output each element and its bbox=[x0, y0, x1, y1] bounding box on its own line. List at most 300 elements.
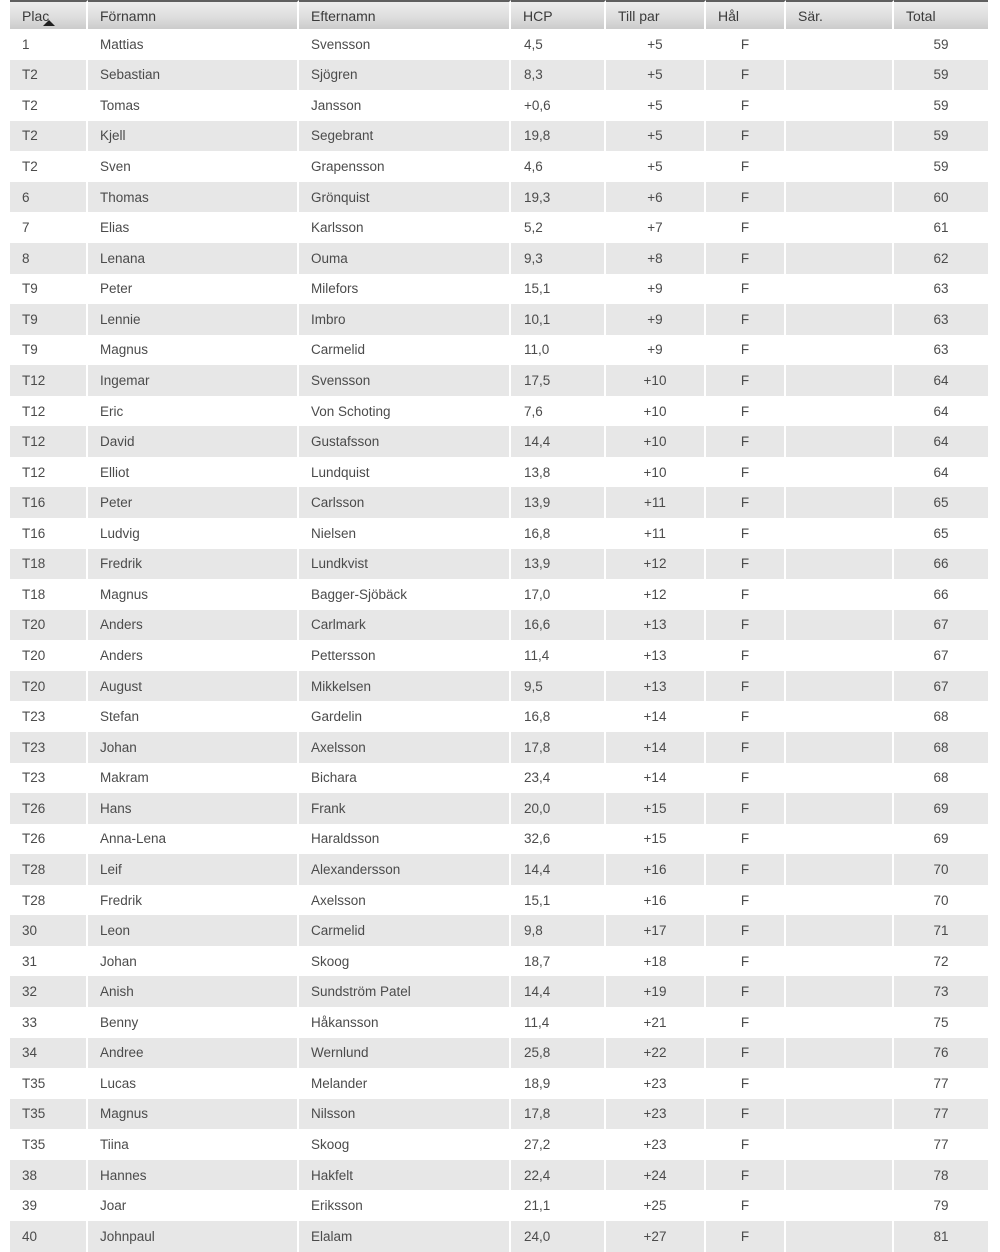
cell-sar bbox=[786, 671, 894, 702]
cell-hal: F bbox=[706, 1099, 786, 1130]
column-header-hal[interactable] bbox=[706, 0, 786, 29]
cell-plac: T20 bbox=[10, 610, 88, 641]
column-header-fornamn[interactable] bbox=[88, 0, 299, 29]
cell-sar bbox=[786, 1221, 894, 1252]
cell-hal: F bbox=[706, 518, 786, 549]
cell-total: 77 bbox=[933, 1137, 949, 1153]
cell-hcp: 16,8 bbox=[511, 701, 606, 732]
cell-hcp: 8,3 bbox=[511, 60, 606, 91]
table-row bbox=[10, 854, 988, 885]
cell-hcp: 9,8 bbox=[511, 915, 606, 946]
cell-fornamn: Eric bbox=[88, 396, 299, 427]
table-row bbox=[10, 335, 988, 366]
cell-sar bbox=[786, 29, 894, 60]
cell-fornamn: Fredrik bbox=[88, 885, 299, 916]
cell-hal: F bbox=[706, 763, 786, 794]
column-header-hcp[interactable] bbox=[511, 0, 606, 29]
cell-efternamn: Skoog bbox=[299, 1129, 511, 1160]
table-row bbox=[10, 487, 988, 518]
cell-hal: F bbox=[706, 1221, 786, 1252]
cell-till_par: +16 bbox=[606, 885, 706, 916]
cell-plac: T12 bbox=[10, 396, 88, 427]
cell-hcp: 15,1 bbox=[511, 885, 606, 916]
cell-sar bbox=[786, 1129, 894, 1160]
cell-sar bbox=[786, 701, 894, 732]
cell-sar bbox=[786, 1099, 894, 1130]
cell-sar bbox=[786, 885, 894, 916]
cell-sar bbox=[786, 854, 894, 885]
cell-hcp: 27,2 bbox=[511, 1129, 606, 1160]
cell-plac: 6 bbox=[10, 182, 88, 213]
cell-hcp: 4,5 bbox=[511, 29, 606, 60]
cell-total: 68 bbox=[933, 739, 949, 755]
cell-plac: 1 bbox=[10, 29, 88, 60]
table-row bbox=[10, 793, 988, 824]
cell-sar bbox=[786, 1068, 894, 1099]
table-row bbox=[10, 243, 988, 274]
cell-sar bbox=[786, 365, 894, 396]
cell-plac: 7 bbox=[10, 212, 88, 243]
cell-till_par: +18 bbox=[606, 946, 706, 977]
cell-till_par: +7 bbox=[606, 212, 706, 243]
cell-efternamn: Skoog bbox=[299, 946, 511, 977]
cell-efternamn: Grapensson bbox=[299, 151, 511, 182]
table-row bbox=[10, 121, 988, 152]
cell-till_par: +19 bbox=[606, 976, 706, 1007]
cell-sar bbox=[786, 732, 894, 763]
cell-efternamn: Jansson bbox=[299, 90, 511, 121]
cell-total: 60 bbox=[933, 189, 949, 205]
cell-plac: T9 bbox=[10, 274, 88, 305]
cell-sar bbox=[786, 60, 894, 91]
cell-hal: F bbox=[706, 426, 786, 457]
cell-hal: F bbox=[706, 243, 786, 274]
cell-till_par: +14 bbox=[606, 763, 706, 794]
cell-fornamn: Hans bbox=[88, 793, 299, 824]
cell-hcp: 20,0 bbox=[511, 793, 606, 824]
cell-hal: F bbox=[706, 732, 786, 763]
cell-plac: 38 bbox=[10, 1160, 88, 1191]
cell-hal: F bbox=[706, 457, 786, 488]
cell-efternamn: Melander bbox=[299, 1068, 511, 1099]
cell-sar bbox=[786, 304, 894, 335]
cell-hal: F bbox=[706, 274, 786, 305]
cell-till_par: +5 bbox=[606, 29, 706, 60]
cell-hal: F bbox=[706, 1160, 786, 1191]
cell-hal: F bbox=[706, 1038, 786, 1069]
cell-hcp: 22,4 bbox=[511, 1160, 606, 1191]
cell-total: 68 bbox=[933, 709, 949, 725]
cell-total: 69 bbox=[933, 800, 949, 816]
cell-sar bbox=[786, 549, 894, 580]
cell-sar bbox=[786, 1190, 894, 1221]
cell-sar bbox=[786, 335, 894, 366]
cell-total: 63 bbox=[933, 281, 949, 297]
cell-total: 78 bbox=[933, 1167, 949, 1183]
cell-total: 77 bbox=[933, 1075, 949, 1091]
table-row bbox=[10, 182, 988, 213]
cell-efternamn: Carmelid bbox=[299, 915, 511, 946]
cell-hal: F bbox=[706, 29, 786, 60]
cell-fornamn: Magnus bbox=[88, 579, 299, 610]
cell-fornamn: Anders bbox=[88, 610, 299, 641]
cell-hcp: 16,8 bbox=[511, 518, 606, 549]
cell-plac: T16 bbox=[10, 487, 88, 518]
cell-hal: F bbox=[706, 610, 786, 641]
cell-hal: F bbox=[706, 304, 786, 335]
cell-plac: T2 bbox=[10, 121, 88, 152]
cell-plac: T12 bbox=[10, 457, 88, 488]
cell-hal: F bbox=[706, 579, 786, 610]
cell-total: 67 bbox=[933, 617, 949, 633]
cell-fornamn: David bbox=[88, 426, 299, 457]
cell-efternamn: Pettersson bbox=[299, 640, 511, 671]
cell-total: 59 bbox=[933, 67, 949, 83]
cell-total: 68 bbox=[933, 770, 949, 786]
cell-plac: T23 bbox=[10, 763, 88, 794]
cell-till_par: +9 bbox=[606, 335, 706, 366]
cell-hcp: 16,6 bbox=[511, 610, 606, 641]
table-row bbox=[10, 304, 988, 335]
cell-plac: T20 bbox=[10, 640, 88, 671]
cell-sar bbox=[786, 121, 894, 152]
cell-hcp: 11,4 bbox=[511, 1007, 606, 1038]
cell-efternamn: Elalam bbox=[299, 1221, 511, 1252]
cell-efternamn: Gustafsson bbox=[299, 426, 511, 457]
cell-efternamn: Carlmark bbox=[299, 610, 511, 641]
table-row bbox=[10, 29, 988, 60]
cell-efternamn: Svensson bbox=[299, 29, 511, 60]
cell-plac: 33 bbox=[10, 1007, 88, 1038]
cell-efternamn: Haraldsson bbox=[299, 824, 511, 855]
cell-till_par: +11 bbox=[606, 518, 706, 549]
table-row bbox=[10, 824, 988, 855]
cell-till_par: +21 bbox=[606, 1007, 706, 1038]
cell-efternamn: Lundkvist bbox=[299, 549, 511, 580]
cell-plac: T26 bbox=[10, 824, 88, 855]
cell-fornamn: Anna-Lena bbox=[88, 824, 299, 855]
column-header-hal-label: Hål bbox=[718, 7, 740, 24]
table-row bbox=[10, 946, 988, 977]
cell-sar bbox=[786, 946, 894, 977]
cell-till_par: +9 bbox=[606, 274, 706, 305]
cell-till_par: +14 bbox=[606, 701, 706, 732]
cell-efternamn: Carlsson bbox=[299, 487, 511, 518]
cell-total: 67 bbox=[933, 678, 949, 694]
cell-sar bbox=[786, 1160, 894, 1191]
cell-hcp: 13,9 bbox=[511, 487, 606, 518]
table-row bbox=[10, 1221, 988, 1252]
cell-till_par: +6 bbox=[606, 182, 706, 213]
cell-total: 64 bbox=[933, 434, 949, 450]
cell-hal: F bbox=[706, 793, 786, 824]
cell-plac: T35 bbox=[10, 1129, 88, 1160]
cell-till_par: +12 bbox=[606, 579, 706, 610]
cell-hal: F bbox=[706, 1007, 786, 1038]
cell-sar bbox=[786, 640, 894, 671]
cell-total: 73 bbox=[933, 984, 949, 1000]
cell-hcp: 24,0 bbox=[511, 1221, 606, 1252]
cell-plac: T23 bbox=[10, 732, 88, 763]
table-row bbox=[10, 640, 988, 671]
cell-fornamn: Benny bbox=[88, 1007, 299, 1038]
cell-hcp: 17,5 bbox=[511, 365, 606, 396]
cell-efternamn: Sundström Patel bbox=[299, 976, 511, 1007]
cell-total: 64 bbox=[933, 403, 949, 419]
cell-fornamn: Joar bbox=[88, 1190, 299, 1221]
cell-sar bbox=[786, 579, 894, 610]
cell-fornamn: Ingemar bbox=[88, 365, 299, 396]
cell-hal: F bbox=[706, 640, 786, 671]
cell-plac: T2 bbox=[10, 60, 88, 91]
cell-hal: F bbox=[706, 701, 786, 732]
table-header bbox=[10, 0, 988, 29]
cell-hcp: 4,6 bbox=[511, 151, 606, 182]
cell-sar bbox=[786, 915, 894, 946]
cell-till_par: +13 bbox=[606, 610, 706, 641]
cell-sar bbox=[786, 976, 894, 1007]
cell-hcp: 32,6 bbox=[511, 824, 606, 855]
cell-total: 69 bbox=[933, 831, 949, 847]
table-row bbox=[10, 1099, 988, 1130]
cell-total: 63 bbox=[933, 311, 949, 327]
cell-fornamn: Fredrik bbox=[88, 549, 299, 580]
cell-efternamn: Svensson bbox=[299, 365, 511, 396]
cell-hal: F bbox=[706, 1068, 786, 1099]
cell-hcp: 17,0 bbox=[511, 579, 606, 610]
cell-plac: 31 bbox=[10, 946, 88, 977]
cell-hal: F bbox=[706, 854, 786, 885]
cell-hcp: 11,4 bbox=[511, 640, 606, 671]
cell-total: 77 bbox=[933, 1106, 949, 1122]
cell-till_par: +12 bbox=[606, 549, 706, 580]
cell-hcp: 14,4 bbox=[511, 426, 606, 457]
cell-till_par: +24 bbox=[606, 1160, 706, 1191]
cell-total: 62 bbox=[933, 250, 949, 266]
cell-fornamn: Peter bbox=[88, 274, 299, 305]
cell-hal: F bbox=[706, 182, 786, 213]
cell-plac: 34 bbox=[10, 1038, 88, 1069]
cell-plac: T28 bbox=[10, 854, 88, 885]
cell-fornamn: Johan bbox=[88, 732, 299, 763]
cell-efternamn: Bichara bbox=[299, 763, 511, 794]
cell-hcp: 25,8 bbox=[511, 1038, 606, 1069]
cell-plac: T9 bbox=[10, 304, 88, 335]
cell-total: 59 bbox=[933, 128, 949, 144]
cell-fornamn: Elias bbox=[88, 212, 299, 243]
cell-fornamn: Stefan bbox=[88, 701, 299, 732]
cell-fornamn: Hannes bbox=[88, 1160, 299, 1191]
cell-till_par: +5 bbox=[606, 60, 706, 91]
cell-till_par: +27 bbox=[606, 1221, 706, 1252]
cell-hal: F bbox=[706, 151, 786, 182]
cell-hcp: 21,1 bbox=[511, 1190, 606, 1221]
table-row bbox=[10, 365, 988, 396]
column-header-efternamn[interactable] bbox=[299, 0, 511, 29]
cell-efternamn: Segebrant bbox=[299, 121, 511, 152]
table-row bbox=[10, 1007, 988, 1038]
cell-hcp: 9,5 bbox=[511, 671, 606, 702]
cell-hal: F bbox=[706, 1190, 786, 1221]
cell-hal: F bbox=[706, 671, 786, 702]
cell-total: 70 bbox=[933, 892, 949, 908]
cell-plac: 8 bbox=[10, 243, 88, 274]
cell-total: 59 bbox=[933, 97, 949, 113]
cell-hal: F bbox=[706, 212, 786, 243]
table-row bbox=[10, 549, 988, 580]
cell-fornamn: Anish bbox=[88, 976, 299, 1007]
cell-fornamn: Johan bbox=[88, 946, 299, 977]
cell-plac: T18 bbox=[10, 549, 88, 580]
cell-efternamn: Nilsson bbox=[299, 1099, 511, 1130]
cell-plac: T28 bbox=[10, 885, 88, 916]
cell-till_par: +9 bbox=[606, 304, 706, 335]
cell-hcp: 18,9 bbox=[511, 1068, 606, 1099]
cell-fornamn: Leon bbox=[88, 915, 299, 946]
cell-till_par: +17 bbox=[606, 915, 706, 946]
cell-hal: F bbox=[706, 487, 786, 518]
table-row bbox=[10, 1129, 988, 1160]
column-header-efternamn-label: Efternamn bbox=[311, 7, 376, 24]
cell-sar bbox=[786, 487, 894, 518]
cell-plac: T9 bbox=[10, 335, 88, 366]
cell-plac: T2 bbox=[10, 151, 88, 182]
cell-plac: 39 bbox=[10, 1190, 88, 1221]
cell-fornamn: Magnus bbox=[88, 1099, 299, 1130]
cell-hcp: 17,8 bbox=[511, 732, 606, 763]
cell-total: 59 bbox=[933, 159, 949, 175]
cell-hal: F bbox=[706, 60, 786, 91]
table-row bbox=[10, 732, 988, 763]
cell-plac: 30 bbox=[10, 915, 88, 946]
cell-total: 71 bbox=[933, 923, 949, 939]
cell-till_par: +23 bbox=[606, 1068, 706, 1099]
cell-fornamn: Lenana bbox=[88, 243, 299, 274]
column-header-plac[interactable] bbox=[10, 0, 88, 29]
cell-total: 70 bbox=[933, 861, 949, 877]
cell-fornamn: Elliot bbox=[88, 457, 299, 488]
cell-plac: T35 bbox=[10, 1068, 88, 1099]
cell-till_par: +16 bbox=[606, 854, 706, 885]
column-header-total[interactable] bbox=[894, 0, 988, 29]
cell-total: 72 bbox=[933, 953, 949, 969]
column-header-plac-label: Plac bbox=[22, 7, 50, 24]
cell-hcp: 7,6 bbox=[511, 396, 606, 427]
cell-fornamn: Mattias bbox=[88, 29, 299, 60]
cell-plac: T12 bbox=[10, 365, 88, 396]
cell-sar bbox=[786, 763, 894, 794]
table-row bbox=[10, 274, 988, 305]
sort-asc-icon bbox=[43, 20, 55, 26]
cell-till_par: +13 bbox=[606, 671, 706, 702]
cell-till_par: +13 bbox=[606, 640, 706, 671]
cell-sar bbox=[786, 518, 894, 549]
column-header-till-par[interactable] bbox=[606, 0, 706, 29]
cell-sar bbox=[786, 457, 894, 488]
cell-hal: F bbox=[706, 1129, 786, 1160]
cell-till_par: +8 bbox=[606, 243, 706, 274]
cell-fornamn: Johnpaul bbox=[88, 1221, 299, 1252]
column-header-fornamn-label: Förnamn bbox=[100, 7, 157, 24]
cell-fornamn: Tiina bbox=[88, 1129, 299, 1160]
cell-total: 79 bbox=[933, 1198, 949, 1214]
cell-hcp: 9,3 bbox=[511, 243, 606, 274]
table-row bbox=[10, 1038, 988, 1069]
cell-efternamn: Eriksson bbox=[299, 1190, 511, 1221]
cell-sar bbox=[786, 1007, 894, 1038]
cell-plac: T16 bbox=[10, 518, 88, 549]
cell-hal: F bbox=[706, 335, 786, 366]
table-row bbox=[10, 90, 988, 121]
leaderboard-table bbox=[10, 0, 988, 1252]
cell-hcp: 18,7 bbox=[511, 946, 606, 977]
cell-efternamn: Imbro bbox=[299, 304, 511, 335]
leaderboard bbox=[10, 0, 988, 1252]
cell-hcp: 10,1 bbox=[511, 304, 606, 335]
cell-efternamn: Karlsson bbox=[299, 212, 511, 243]
cell-total: 61 bbox=[933, 220, 949, 236]
cell-hcp: 5,2 bbox=[511, 212, 606, 243]
cell-plac: T35 bbox=[10, 1099, 88, 1130]
column-header-sar[interactable] bbox=[786, 0, 894, 29]
table-row bbox=[10, 976, 988, 1007]
column-header-hcp-label: HCP bbox=[523, 7, 553, 24]
cell-total: 63 bbox=[933, 342, 949, 358]
cell-efternamn: Alexandersson bbox=[299, 854, 511, 885]
cell-hal: F bbox=[706, 976, 786, 1007]
cell-sar bbox=[786, 824, 894, 855]
cell-till_par: +23 bbox=[606, 1129, 706, 1160]
cell-till_par: +10 bbox=[606, 457, 706, 488]
cell-fornamn: Sebastian bbox=[88, 60, 299, 91]
cell-till_par: +14 bbox=[606, 732, 706, 763]
cell-hal: F bbox=[706, 824, 786, 855]
table-row bbox=[10, 1068, 988, 1099]
table-row bbox=[10, 885, 988, 916]
cell-efternamn: Bagger-Sjöbäck bbox=[299, 579, 511, 610]
cell-total: 66 bbox=[933, 556, 949, 572]
cell-sar bbox=[786, 1038, 894, 1069]
cell-plac: T26 bbox=[10, 793, 88, 824]
cell-efternamn: Hakfelt bbox=[299, 1160, 511, 1191]
cell-efternamn: Håkansson bbox=[299, 1007, 511, 1038]
cell-efternamn: Grönquist bbox=[299, 182, 511, 213]
cell-sar bbox=[786, 90, 894, 121]
cell-efternamn: Von Schoting bbox=[299, 396, 511, 427]
cell-total: 66 bbox=[933, 586, 949, 602]
cell-efternamn: Lundquist bbox=[299, 457, 511, 488]
cell-hcp: 23,4 bbox=[511, 763, 606, 794]
cell-till_par: +15 bbox=[606, 793, 706, 824]
cell-sar bbox=[786, 426, 894, 457]
cell-till_par: +11 bbox=[606, 487, 706, 518]
cell-sar bbox=[786, 182, 894, 213]
cell-hal: F bbox=[706, 121, 786, 152]
cell-hal: F bbox=[706, 365, 786, 396]
table-row bbox=[10, 763, 988, 794]
leaderboard-body bbox=[10, 29, 988, 1252]
cell-fornamn: August bbox=[88, 671, 299, 702]
header-row bbox=[10, 0, 988, 29]
cell-sar bbox=[786, 243, 894, 274]
cell-total: 76 bbox=[933, 1045, 949, 1061]
cell-total: 64 bbox=[933, 464, 949, 480]
cell-efternamn: Ouma bbox=[299, 243, 511, 274]
cell-efternamn: Axelsson bbox=[299, 885, 511, 916]
cell-fornamn: Makram bbox=[88, 763, 299, 794]
cell-hal: F bbox=[706, 549, 786, 580]
cell-fornamn: Anders bbox=[88, 640, 299, 671]
